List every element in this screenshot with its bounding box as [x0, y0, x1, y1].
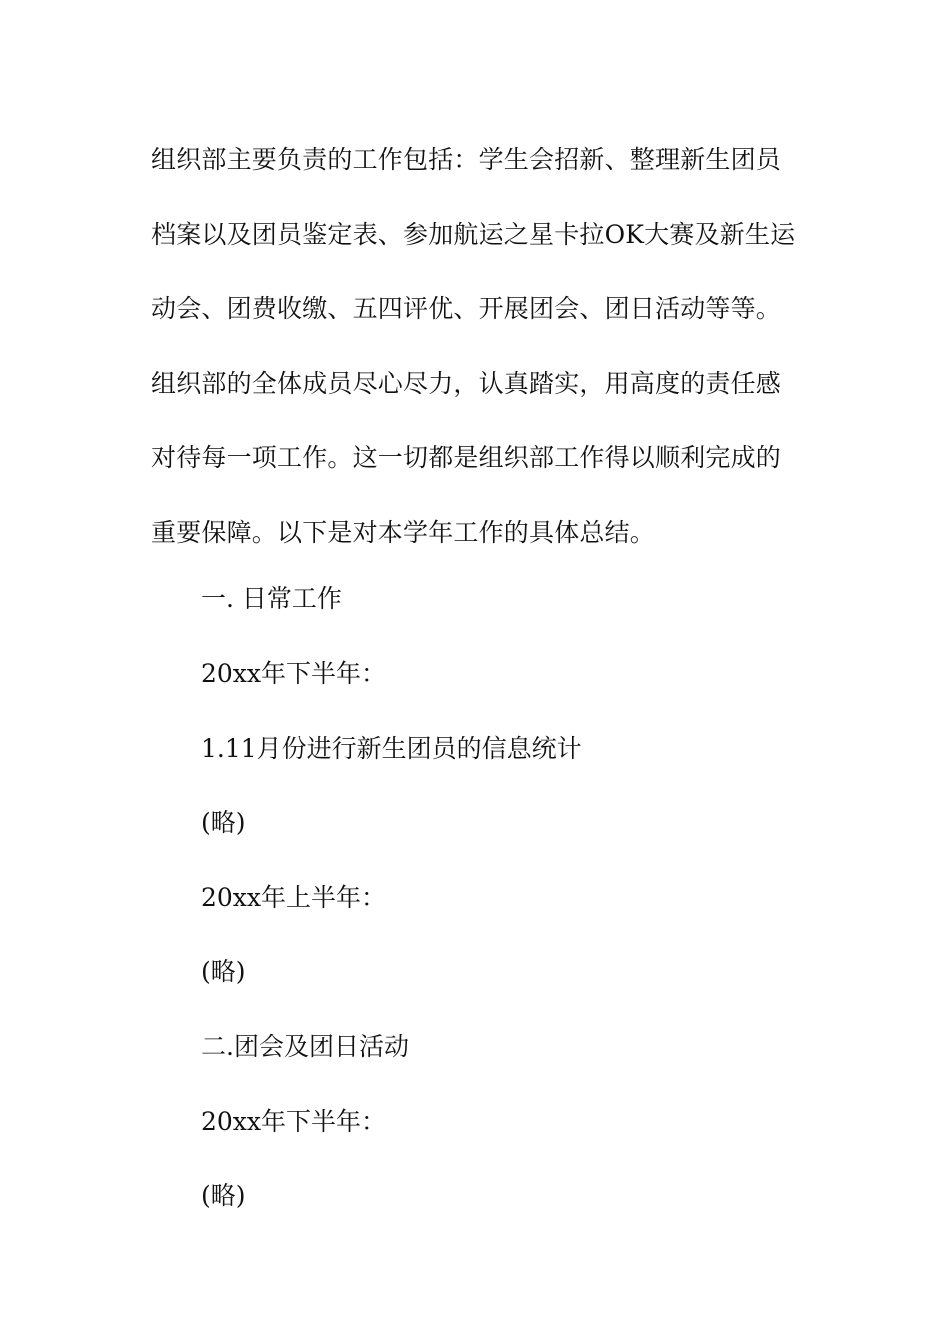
section-heading-daily-work: 一. 日常工作 — [201, 584, 342, 613]
omitted-note: (略) — [201, 957, 246, 986]
omitted-note: (略) — [201, 808, 246, 837]
period-label: 20xx年下半年： — [201, 1107, 387, 1136]
period-label: 20xx年下半年： — [201, 659, 387, 688]
list-item: 1.11月份进行新生团员的信息统计 — [201, 734, 582, 763]
period-label: 20xx年上半年： — [201, 883, 387, 912]
intro-paragraph: 组织部主要负责的工作包括：学生会招新、整理新生团员档案以及团员鉴定表、参加航运之星卡拉OK大赛及新生运动会、团费收缴、五四评优、开展团会、团日活动等等。组织部的全体成员尽心尽力，认真踏实，用高度的责任感对待每一项工作。这一切都是组织部工作得以顺利完成的重要保障。以下是对本学年工作的具体总结。 — [151, 145, 796, 547]
section-heading-league-activities: 二.团会及团日活动 — [201, 1032, 409, 1061]
omitted-note: (略) — [201, 1181, 246, 1210]
